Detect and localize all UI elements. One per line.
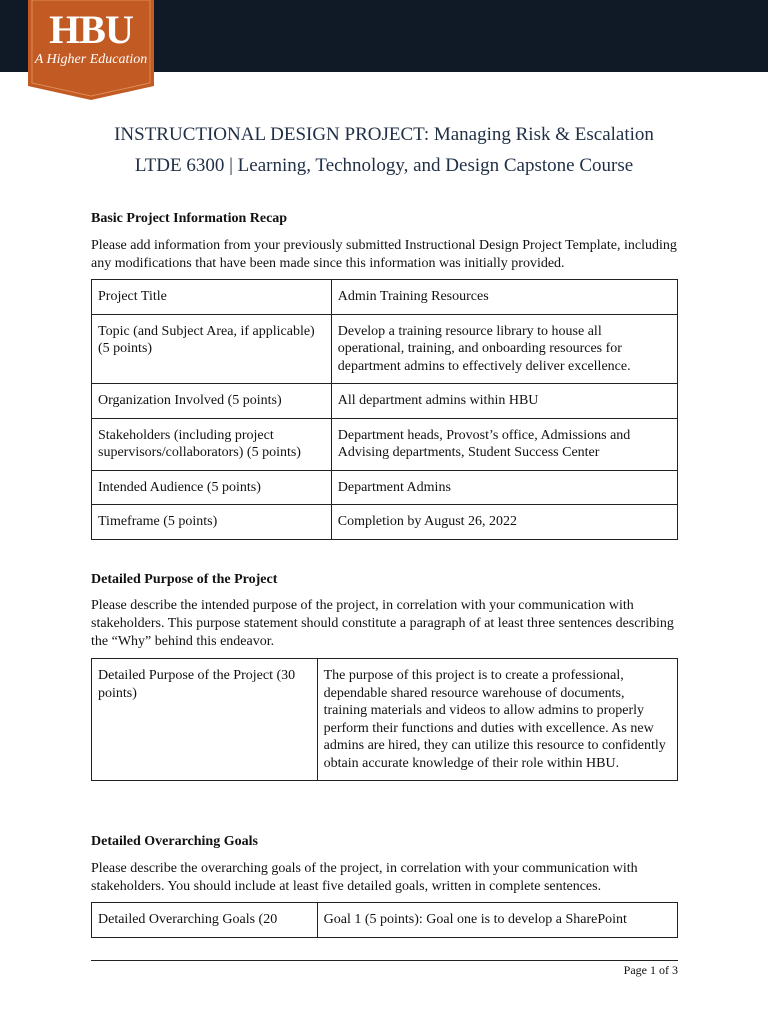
purpose-table — [91, 658, 678, 781]
section-heading-basic: Basic Project Information Recap — [91, 211, 288, 226]
row-value: Department heads, Provost’s office, Admissions and Advising departments, Student Success Center — [331, 418, 677, 470]
section-heading-purpose: Detailed Purpose of the Project — [91, 572, 278, 587]
table-row — [92, 384, 678, 419]
row-label: Timeframe (5 points) — [92, 505, 332, 540]
row-label: Detailed Purpose of the Project (30 points) — [92, 659, 318, 781]
table-row — [92, 314, 678, 384]
purpose-intro: Please describe the intended purpose of the project, in correlation with your communication with stakeholders. This purpose statement should constitute a paragraph of at least three sentences describing the “Why” behind this endeavor. — [91, 598, 674, 649]
row-value: Completion by August 26, 2022 — [331, 505, 677, 540]
row-label: Intended Audience (5 points) — [92, 470, 332, 505]
table-row — [92, 659, 678, 781]
section-heading-goals: Detailed Overarching Goals — [91, 834, 258, 849]
row-label: Topic (and Subject Area, if applicable) (5 points) — [92, 314, 332, 384]
basic-info-table — [91, 279, 678, 540]
goals-table — [91, 902, 678, 938]
row-label: Organization Involved (5 points) — [92, 384, 332, 419]
table-row — [92, 470, 678, 505]
goals-intro: Please describe the overarching goals of the project, in correlation with your communication with stakeholders. You should include at least five detailed goals, written in complete sentences. — [91, 861, 638, 894]
row-value: The purpose of this project is to create a professional, dependable shared resource warehouse of documents, training materials and videos to allow admins to properly perform their functions and duties with excellence. As new admins are hired, they can utilize this resource to confidently obtain accurate knowledge of their role within HBU. — [317, 659, 677, 781]
row-label: Detailed Overarching Goals (20 — [92, 903, 318, 938]
page-number: Page 1 of 3 — [623, 963, 678, 977]
row-label: Stakeholders (including project supervisors/collaborators) (5 points) — [92, 418, 332, 470]
row-value: Admin Training Resources — [331, 280, 677, 315]
hbu-logo — [28, 0, 154, 100]
basic-intro: Please add information from your previously submitted Instructional Design Project Template, including any modifications that have been made since this information was initially provided. — [91, 238, 677, 271]
table-row — [92, 280, 678, 315]
page-subtitle: LTDE 6300 | Learning, Technology, and Design Capstone Course — [134, 155, 634, 176]
row-value: All department admins within HBU — [331, 384, 677, 419]
row-value: Develop a training resource library to house all operational, training, and onboarding resources for department admins to effectively deliver excellence. — [331, 314, 677, 384]
row-value: Goal 1 (5 points): Goal one is to develop a SharePoint — [317, 903, 677, 938]
logo-tagline: A Higher Education — [34, 52, 148, 67]
table-row — [92, 903, 678, 938]
row-label: Project Title — [92, 280, 332, 315]
page-title: INSTRUCTIONAL DESIGN PROJECT: Managing Risk & Escalation — [114, 124, 654, 145]
footer-divider — [91, 960, 678, 961]
table-row — [92, 418, 678, 470]
table-row — [92, 505, 678, 540]
row-value: Department Admins — [331, 470, 677, 505]
logo-text: HBU — [49, 7, 133, 52]
